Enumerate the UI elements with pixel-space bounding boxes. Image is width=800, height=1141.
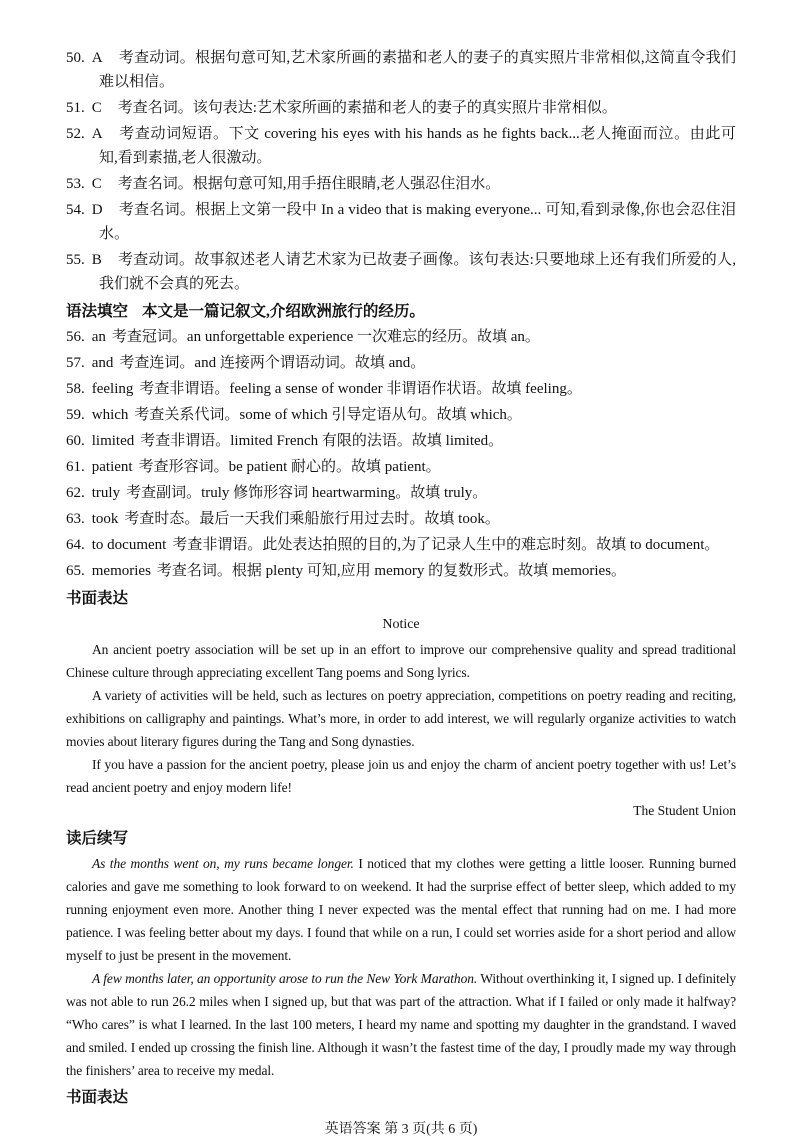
item-answer: D <box>91 202 103 218</box>
item-answer: B <box>91 252 102 268</box>
answer-item-53 <box>66 172 736 196</box>
item-number: 51. <box>66 100 85 116</box>
item-answer: limited <box>91 433 135 449</box>
continuation-essay-section <box>66 852 736 1082</box>
continuation-paragraph <box>66 852 736 967</box>
page-footer: 英语答案 第 3 页(共 6 页) <box>324 1122 478 1137</box>
item-number: 62. <box>66 485 85 501</box>
answer-item-63 <box>66 507 736 531</box>
item-answer: A <box>91 126 103 142</box>
item-number: 50. <box>66 50 85 66</box>
answer-item-55 <box>66 248 736 296</box>
item-number: 52. <box>66 126 85 142</box>
paragraph-body: Without overthinking it, I signed up. I definitely was not able to run 26.2 miles when I signed up, but that was part of the attraction. What if I failed or only made it halfway? “Who cares” is what I learned. In the last 100 meters, I heard my name and spotting my daughter in the grandstand. I waved and smiled. I ended up crossing the finish line. Although it wasn’t the fastest time of the day, I proudly made my way through the finishers’ area to receive my medal. <box>66 971 737 1078</box>
item-answer: C <box>91 176 102 192</box>
essay-paragraph: A variety of activities will be held, such as lectures on poetry appreciation, competitions on poetry reading and reciting, exhibitions on calligraphy and paintings. What’s more, in order to add interest, we will regularly organize activities to watch movies about literary figures during the Tang and Song dynasties. <box>66 688 736 749</box>
item-answer: memories <box>91 563 151 579</box>
item-number: 57. <box>66 355 85 371</box>
item-number: 59. <box>66 407 85 423</box>
answer-item-65 <box>66 559 736 583</box>
continuation-section-heading: 读后续写 <box>66 830 129 847</box>
essay-paragraph: An ancient poetry association will be set up in an effort to improve our comprehensive quality and spread traditional Chinese culture through appreciating excellent Tang poems and Song lyrics. <box>66 642 736 680</box>
item-explanation: 考查名词。根据句意可知,用手捂住眼睛,老人强忍住泪水。 <box>117 176 501 192</box>
item-answer: an <box>91 329 106 345</box>
essay-title: Notice <box>382 617 420 632</box>
item-explanation: 考查名词。根据 plenty 可知,应用 memory 的复数形式。故填 memories。 <box>156 563 627 579</box>
answer-item-60 <box>66 429 736 453</box>
essay-signature: The Student Union <box>633 803 736 818</box>
item-answer: feeling <box>91 381 134 397</box>
item-answer: C <box>91 100 102 116</box>
paragraph-lead-sentence: A few months later, an opportunity arose to run the New York Marathon. <box>92 971 478 986</box>
item-explanation: 考查冠词。an unforgettable experience 一次难忘的经历。故填 an。 <box>111 329 540 345</box>
item-explanation: 考查非谓语。limited French 有限的法语。故填 limited。 <box>140 433 504 449</box>
item-answer: and <box>91 355 114 371</box>
item-number: 61. <box>66 459 85 475</box>
writing-section-heading-2: 书面表达 <box>66 1089 129 1106</box>
item-explanation: 考查形容词。be patient 耐心的。故填 patient。 <box>138 459 441 475</box>
item-explanation: 考查动词短语。下文 covering his eyes with his hands as he fights back...老人掩面而泣。由此可知,看到素描,老人很激动。 <box>99 126 736 166</box>
paragraph-body: I noticed that my clothes were getting a little looser. Running burned calories and gave me something to look forward to on weekend. It had the surprise effect of better sleep, which added to my running enjoyment even more. Another thing I never expected was the mental effect that running had on me. I had more patience. I was feeling better about my days. I found that while on a run, I could set worries aside for a short period and allow myself to just be present in the movement. <box>66 856 736 963</box>
item-explanation: 考查动词。故事叙述老人请艺术家为已故妻子画像。该句表达:只要地球上还有我们所爱的人,我们就不会真的死去。 <box>99 252 736 292</box>
item-answer: truly <box>91 485 121 501</box>
item-explanation: 考查名词。该句表达:艺术家所画的素描和老人的妻子的真实照片非常相似。 <box>117 100 617 116</box>
answer-item-52 <box>66 122 736 170</box>
item-number: 65. <box>66 563 85 579</box>
answer-item-64 <box>66 533 736 557</box>
answer-item-58 <box>66 377 736 401</box>
item-answer: A <box>91 50 103 66</box>
item-number: 56. <box>66 329 85 345</box>
item-number: 63. <box>66 511 85 527</box>
item-number: 64. <box>66 537 85 553</box>
grammar-heading-intro: 本文是一篇记叙文,介绍欧洲旅行的经历。 <box>142 303 425 320</box>
item-explanation: 考查动词。根据句意可知,艺术家所画的素描和老人的妻子的真实照片非常相似,这简直令我们难以相信。 <box>99 50 736 90</box>
item-explanation: 考查名词。根据上文第一段中 In a video that is making everyone... 可知,看到录像,你也会忍住泪水。 <box>99 202 736 242</box>
item-number: 54. <box>66 202 85 218</box>
cloze-answers-section <box>66 46 736 296</box>
item-answer: patient <box>91 459 133 475</box>
item-number: 53. <box>66 176 85 192</box>
item-number: 55. <box>66 252 85 268</box>
item-number: 60. <box>66 433 85 449</box>
item-explanation: 考查时态。最后一天我们乘船旅行用过去时。故填 took。 <box>124 511 500 527</box>
item-explanation: 考查连词。and 连接两个谓语动词。故填 and。 <box>119 355 426 371</box>
answer-item-56 <box>66 325 736 349</box>
answer-item-57 <box>66 351 736 375</box>
continuation-paragraph <box>66 967 736 1082</box>
answer-item-59 <box>66 403 736 427</box>
item-explanation: 考查关系代词。some of which 引导定语从句。故填 which。 <box>134 407 522 423</box>
item-explanation: 考查副词。truly 修饰形容词 heartwarming。故填 truly。 <box>126 485 488 501</box>
answer-item-62 <box>66 481 736 505</box>
answer-item-61 <box>66 455 736 479</box>
writing-section-heading: 书面表达 <box>66 590 129 607</box>
item-number: 58. <box>66 381 85 397</box>
answer-item-54 <box>66 198 736 246</box>
grammar-answers-section <box>66 325 736 583</box>
grammar-section-heading <box>66 299 736 325</box>
item-answer: to document <box>91 537 167 553</box>
item-explanation: 考查非谓语。此处表达拍照的目的,为了记录人生中的难忘时刻。故填 to document。 <box>172 537 720 553</box>
item-answer: took <box>91 511 119 527</box>
notice-essay-section <box>66 613 736 823</box>
item-answer: which <box>91 407 129 423</box>
answer-item-50 <box>66 46 736 94</box>
item-explanation: 考查非谓语。feeling a sense of wonder 非谓语作状语。故填 feeling。 <box>139 381 582 397</box>
essay-paragraph: If you have a passion for the ancient poetry, please join us and enjoy the charm of ancient poetry together with us! Let’s read ancient poetry and enjoy modern life! <box>66 757 736 795</box>
grammar-heading-label: 语法填空 <box>66 303 129 320</box>
paragraph-lead-sentence: As the months went on, my runs became longer. <box>92 856 354 871</box>
answer-item-51 <box>66 96 736 120</box>
